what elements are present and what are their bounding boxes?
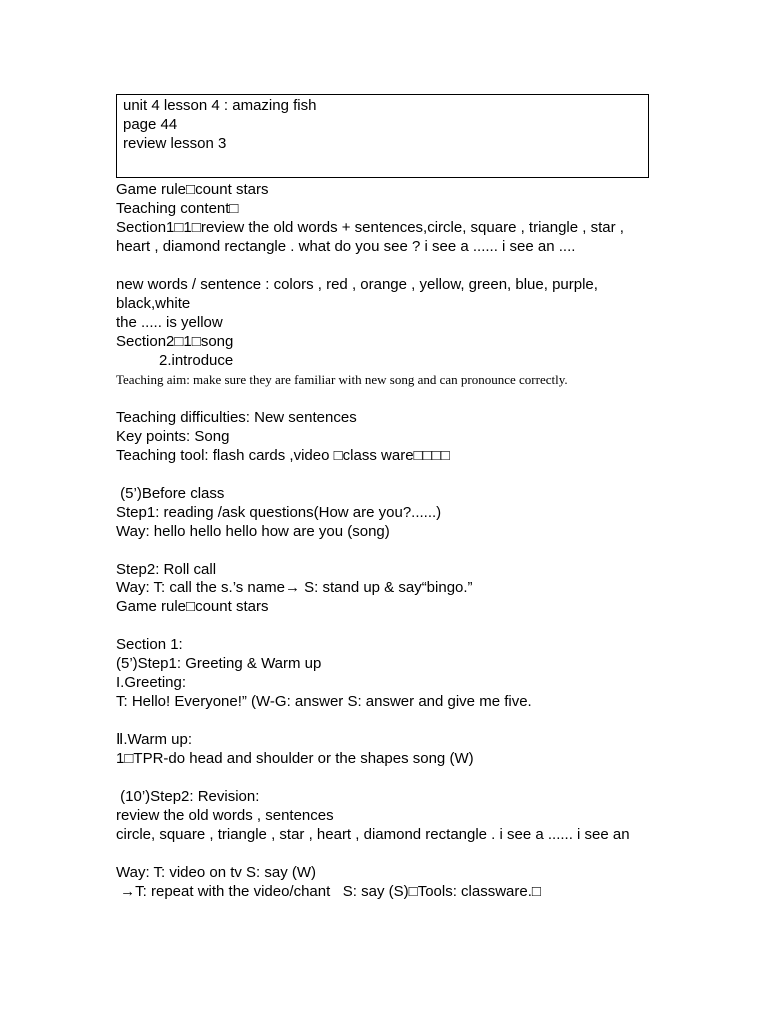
new-words-line-cont: black,white — [116, 295, 191, 312]
teaching-content-heading: Teaching content□ — [116, 200, 239, 217]
teaching-tool: Teaching tool: flash cards ,video □class ware□□□□ — [116, 447, 450, 464]
game-rule: Game rule□count stars — [116, 181, 269, 198]
warmup-heading: Ⅱ.Warm up: — [116, 731, 193, 748]
review-note: review lesson 3 — [123, 135, 227, 152]
section1-line: Section1□1□review the old words + sentences,circle, square , triangle , star , — [116, 219, 624, 236]
lesson-header-box — [116, 94, 649, 178]
before-class-heading: (5’)Before class — [116, 485, 225, 502]
page-number: page 44 — [123, 116, 178, 133]
greeting-warmup-heading: (5’)Step1: Greeting & Warm up — [116, 655, 322, 672]
teaching-difficulties: Teaching difficulties: New sentences — [116, 409, 357, 426]
step1-way: Way: hello hello hello how are you (song) — [116, 523, 390, 540]
revision-words: circle, square , triangle , star , heart , diamond rectangle . i see a ...... i see an — [116, 826, 630, 843]
new-words-line: new words / sentence : colors , red , orange , yellow, green, blue, purple, — [116, 276, 598, 293]
section2-line: Section2□1□song — [116, 333, 234, 350]
teaching-aim: Teaching aim: make sure they are familiar with new song and can pronounce correctly. — [116, 372, 568, 387]
revision-way: Way: T: video on tv S: say (W) — [116, 864, 317, 881]
revision-heading: (10’)Step2: Revision: — [116, 788, 260, 805]
game-rule-repeat: Game rule□count stars — [116, 598, 269, 615]
unit-title: unit 4 lesson 4 : amazing fish — [123, 97, 317, 114]
introduce-item: 2.introduce — [159, 352, 234, 369]
section1-heading: Section 1: — [116, 636, 183, 653]
step1-line: Step1: reading /ask questions(How are you?......) — [116, 504, 442, 521]
revision-line: review the old words , sentences — [116, 807, 334, 824]
sentence-example: the ..... is yellow — [116, 314, 223, 331]
step2-heading: Step2: Roll call — [116, 561, 217, 578]
section1-line-cont: heart , diamond rectangle . what do you see ? i see a ...... i see an .... — [116, 238, 576, 255]
step2-way: Way: T: call the s.’s name→ S: stand up & say“bingo.” — [116, 579, 473, 596]
greeting-line: T: Hello! Everyone!” (W-G: answer S: answer and give me five. — [116, 693, 532, 710]
revision-way-cont: →T: repeat with the video/chant S: say (S)□Tools: classware.□ — [116, 883, 541, 900]
key-points: Key points: Song — [116, 428, 230, 445]
warmup-item: 1□TPR-do head and shoulder or the shapes song (W) — [116, 750, 474, 767]
greeting-heading: I.Greeting: — [116, 674, 187, 691]
